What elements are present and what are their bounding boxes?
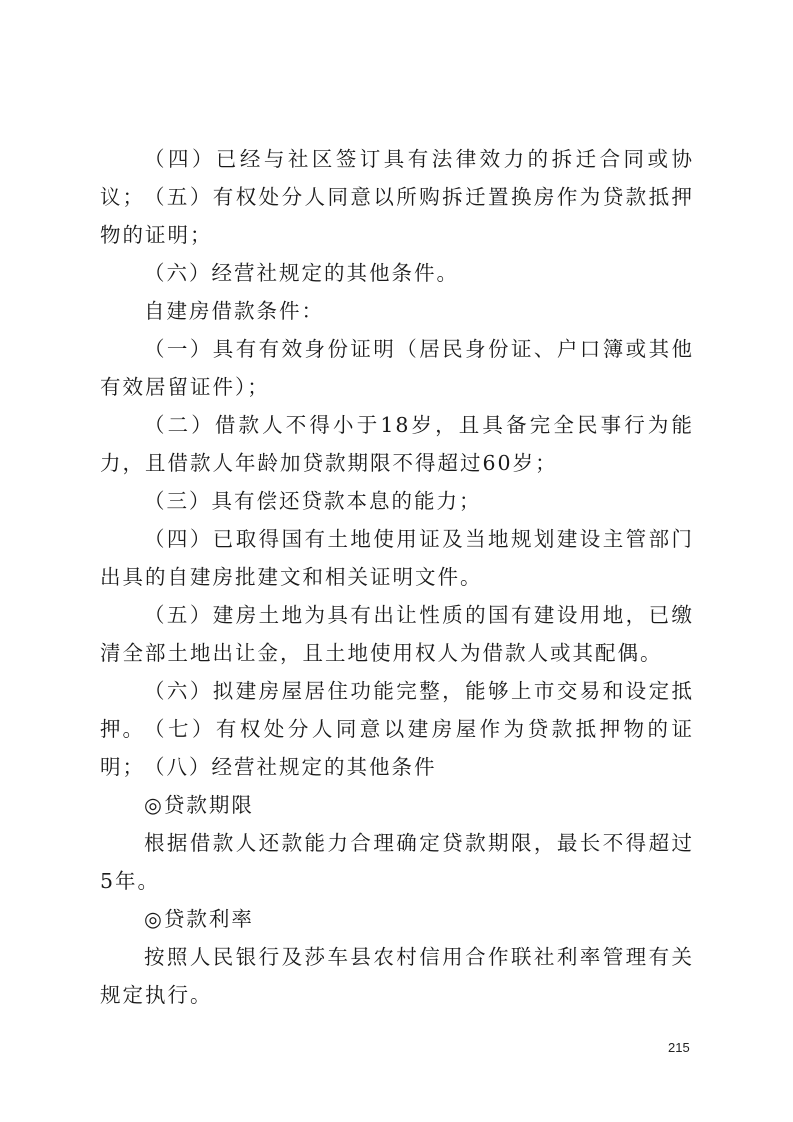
paragraph-self-built-3: （三）具有偿还贷款本息的能力； [144,489,482,513]
paragraph-self-built-6: （六）拟建房屋居住功能完整，能够上市交易和设定抵押。 [100,679,694,741]
paragraph-loan-term: 根据借款人还款能力合理确定贷款期限，最长不得超过5年。 [100,831,694,893]
paragraph-self-built-1: （一）具有有效身份证明（居民身份证、户口簿或其他有效居留证件）； [100,337,694,399]
paragraph-self-built-5: （五）建房土地为具有出让性质的国有建设用地，已缴清全部土地出让金，且土地使用权人为借款人或其配偶。 [100,603,694,665]
section-heading-loan-term: ◎贷款期限 [144,793,254,817]
section-heading-self-built-loan: 自建房借款条件： [144,299,324,323]
page-number: 215 [668,1040,690,1055]
paragraph-condition-4: （四）已经与社区签订具有法律效力的拆迁合同或协议； [100,147,694,209]
paragraph-self-built-8: （八）经营社规定的其他条件 [144,755,437,779]
paragraph-loan-rate: 按照人民银行及莎车县农村信用合作联社利率管理有关规定执行。 [100,945,694,1007]
paragraph-self-built-7: （七）有权处分人同意以建房屋作为贷款抵押物的证明； [100,717,694,779]
paragraph-condition-6: （六）经营社规定的其他条件。 [144,261,459,285]
paragraph-self-built-2: （二）借款人不得小于18岁，且具备完全民事行为能力，且借款人年龄加贷款期限不得超过60岁； [100,413,694,475]
paragraph-self-built-4: （四）已取得国有土地使用证及当地规划建设主管部门出具的自建房批建文和相关证明文件。 [100,527,694,589]
section-heading-loan-rate: ◎贷款利率 [144,907,254,931]
paragraph-condition-5: （五）有权处分人同意以所购拆迁置换房作为贷款抵押物的证明； [100,185,694,247]
